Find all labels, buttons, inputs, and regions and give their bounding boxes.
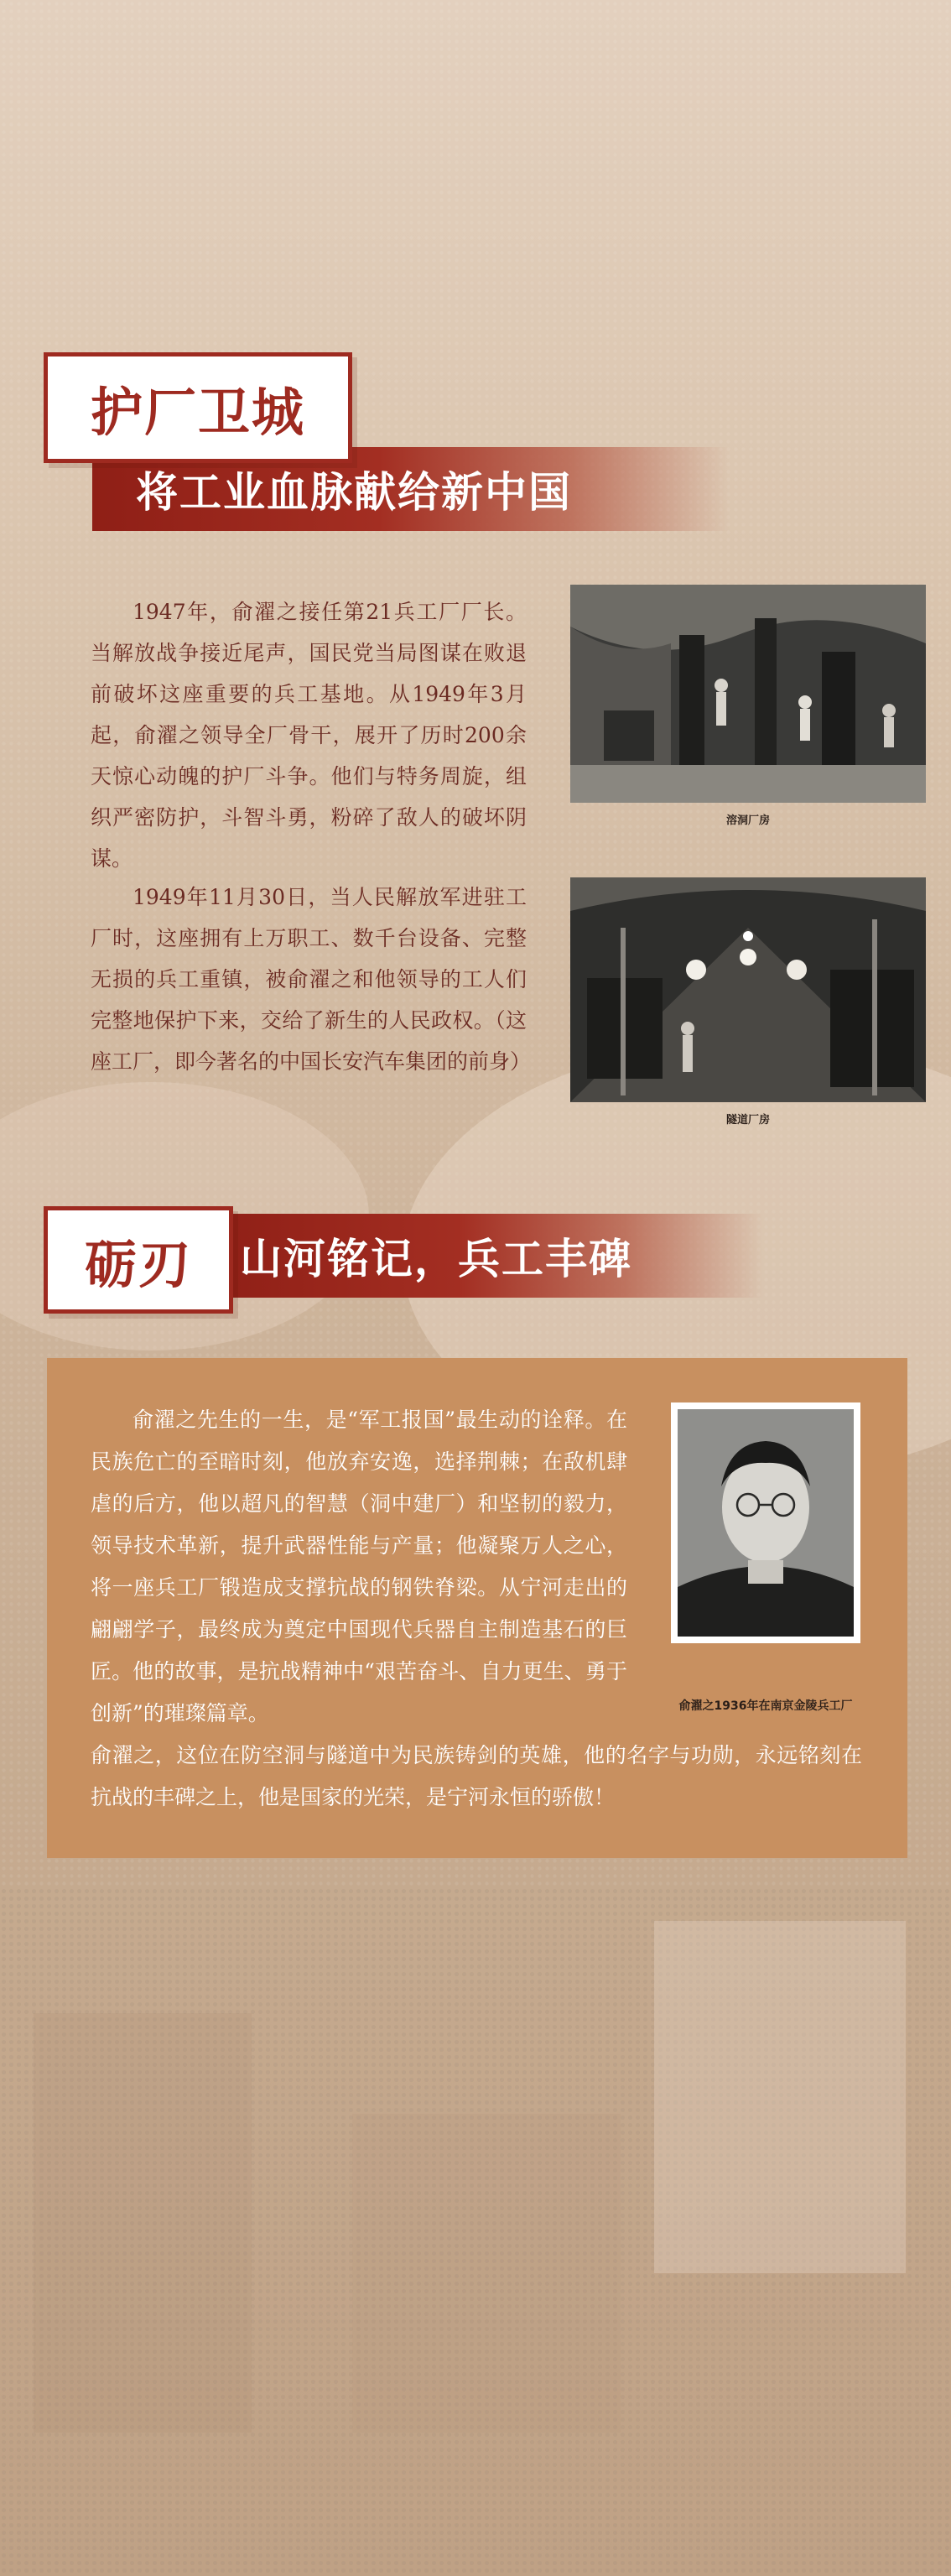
section1-badge-title: 护厂卫城	[90, 381, 305, 443]
portrait-caption: 俞濯之1936年在南京金陵兵工厂	[678, 1699, 853, 1713]
biography-paragraph-1: 俞濯之先生的一生，是“军工报国”最生动的诠释。在民族危亡的至暗时刻，他放弃安逸，选择荆棘；在敌机肆虐的后方，他以超凡的智慧（洞中建厂）和坚韧的毅力，领导技术革新，提升武器性能与产量；他凝聚万人之心，将一座兵工厂锻造成支撑抗战的钢铁脊梁。从宁河走出的翩翩学子，最终成为奠定中国现代兵器自主制造基石的巨匠。他的故事，是抗战精神中“艰苦奋斗、自力更生、勇于创新”的璀璨篇章。	[91, 1408, 627, 1725]
section1-banner-title: 将工业血脉献给新中国	[136, 468, 572, 517]
section1-badge	[44, 352, 352, 463]
cave-workshop-photo	[570, 585, 926, 803]
section2-banner	[210, 1214, 763, 1298]
section2-badge	[44, 1206, 233, 1314]
section2-badge-title: 砺刃	[84, 1233, 192, 1295]
tunnel-workshop-caption: 隧道厂房	[725, 1114, 770, 1127]
portrait-photo	[671, 1402, 860, 1643]
biography-paragraph-2: 俞濯之，这位在防空洞与隧道中为民族铸剑的英雄，他的名字与功勋，永远铭刻在抗战的丰碑之上，他是国家的光荣，是宁河永恒的骄傲！	[91, 1743, 862, 1809]
section1-paragraph-2: 1949年11月30日，当人民解放军进驻工厂时，这座拥有上万职工、数千台设备、完整无损的兵工重镇，被俞濯之和他领导的工人们完整地保护下来，交给了新生的人民政权。（这座工厂，即今著名的中国长安汽车集团的前身）	[91, 885, 532, 1074]
cave-workshop-caption: 溶洞厂房	[725, 814, 770, 827]
section2-banner-title: 山河铭记，兵工丰碑	[240, 1235, 632, 1283]
tunnel-workshop-photo	[570, 877, 926, 1102]
section1-paragraph-1: 1947年，俞濯之接任第21兵工厂厂长。当解放战争接近尾声，国民党当局图谋在败退前破坏这座重要的兵工基地。从1949年3月起，俞濯之领导全厂骨干，展开了历时200余天惊心动魄的护厂斗争。他们与特务周旋，组织严密防护，斗智斗勇，粉碎了敌人的破坏阴谋。	[91, 600, 527, 871]
